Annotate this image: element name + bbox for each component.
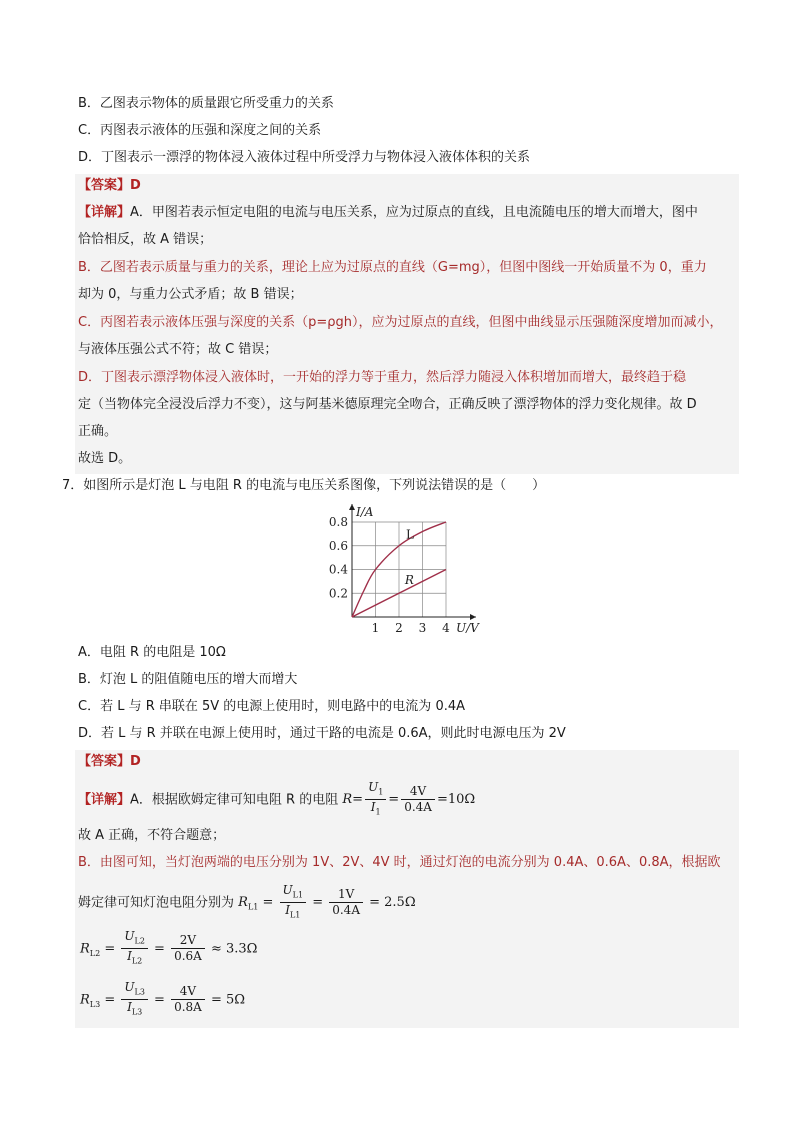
rl1-u: U — [282, 883, 293, 897]
i-symbol: I — [370, 800, 376, 815]
detail-line-8: 定（当物体完全浸没后浮力不变），这与阿基米德原理完全吻合，正确反映了漂浮物体的浮力变化规律。故 D — [78, 397, 697, 412]
rl1-i: I — [285, 903, 290, 918]
option-d-prev: D．丁图表示一漂浮的物体浸入液体过程中所受浮力与物体浸入液体体积的关系 — [78, 150, 531, 165]
x-axis-label: U/V — [456, 621, 479, 635]
formula-r-lhs: R — [342, 792, 353, 808]
detail-line-10: 故选 D。 — [78, 451, 132, 466]
rl3-den: 0.8A — [174, 1000, 202, 1015]
option-b-prev: B．乙图表示物体的质量跟它所受重力的关系 — [78, 96, 334, 111]
formula-rl1: $R_{L1}$ = $\frac{U_{L1}}{I_{L1}}$ = $\frac{1V}{0.4A}$ = 2.5Ω — [238, 895, 415, 910]
option-d-q7: D．若 L 与 R 并联在电源上使用时，通过干路的电流是 0.6A，则此时电源电压为 2V — [78, 726, 566, 741]
rl3-isub: L3 — [131, 1007, 143, 1017]
detail-tag-q7: 【详解】 — [78, 792, 131, 808]
y-tick-label: 0.2 — [328, 586, 348, 601]
y-tick-label: 0.6 — [328, 538, 348, 553]
x-tick-label: 3 — [418, 621, 427, 635]
option-a-q7: A．电阻 R 的电阻是 10Ω — [78, 645, 226, 660]
detail-tag: 【详解】 — [78, 205, 131, 220]
rl2-den: 0.6A — [174, 949, 202, 964]
rl2-lhs: R — [80, 941, 90, 957]
rl1-result: = 2.5Ω — [369, 895, 416, 911]
rl2-lsub: L2 — [89, 948, 101, 958]
frac-rl1-b — [329, 887, 363, 918]
frac-rl1-a — [280, 883, 307, 923]
rl3-lsub: L3 — [89, 999, 101, 1009]
rl3-num: 4V — [171, 984, 205, 1000]
u-symbol: U — [368, 780, 379, 794]
frac-u1-i1 — [365, 780, 386, 820]
series-R-label: R — [404, 572, 414, 587]
detail-line-2: 恰恰相反，故 A 错误； — [78, 232, 213, 247]
iu-chart — [320, 502, 490, 637]
detail-a-line-2: 故 A 正确，不符合题意； — [78, 828, 226, 843]
rl2-result: ≈ 3.3Ω — [210, 941, 258, 957]
series-L-label: L — [406, 527, 415, 542]
detail-a-line — [78, 780, 475, 820]
rl2-i: I — [127, 949, 132, 964]
detail-line-9: 正确。 — [78, 424, 118, 439]
rl1-lsub: L1 — [247, 902, 259, 912]
formula-rl2: $R_{L2}$ = $\frac{U_{L2}}{I_{L2}}$ = $\frac{2V}{0.6A}$ ≈ 3.3Ω — [80, 929, 257, 971]
rl1-num: 1V — [329, 887, 363, 903]
detail-line-1 — [78, 203, 698, 223]
x-tick-label: 1 — [371, 621, 380, 635]
rl1-lhs: R — [238, 895, 248, 911]
rl3-result: = 5Ω — [210, 992, 246, 1008]
rl3-u: U — [124, 980, 135, 994]
detail-a-text: A．根据欧姆定律可知电阻 R 的电阻 — [130, 792, 339, 808]
frac-num: 4V — [401, 784, 435, 800]
x-tick-label: 4 — [442, 621, 450, 635]
y-tick-label: 0.4 — [328, 562, 348, 577]
answer-tag-prev: 【答案】D — [78, 178, 141, 193]
rl2-num: 2V — [171, 933, 205, 949]
detail-b-text: 姆定律可知灯泡电阻分别为 — [78, 895, 235, 911]
x-tick-label: 2 — [395, 621, 403, 635]
x-axis-arrow — [470, 614, 476, 620]
formula-result: =10Ω — [436, 792, 476, 808]
rl1-usub: L1 — [292, 890, 304, 900]
y-axis-label: I/A — [356, 505, 374, 519]
frac-rl2-a — [121, 929, 148, 969]
detail-line-6: 与液体压强公式不符；故 C 错误； — [78, 342, 278, 357]
frac-4v-04a — [401, 784, 435, 815]
rl2-u: U — [124, 929, 135, 943]
frac-rl2-b — [171, 933, 205, 964]
rl3-usub: L3 — [134, 987, 145, 997]
rl2-usub: L2 — [134, 936, 145, 946]
rl1-den: 0.4A — [332, 903, 360, 918]
option-b-q7: B．灯泡 L 的阻值随电压的增大而增大 — [78, 672, 298, 687]
rl3-i: I — [127, 1000, 132, 1015]
option-c-q7: C．若 L 与 R 串联在 5V 的电源上使用时，则电路中的电流为 0.4A — [78, 699, 466, 714]
detail-line-7: D．丁图表示漂浮物体浸入液体时，一开始的浮力等于重力，然后浮力随浸入体积增加而增大，最终趋于稳 — [78, 370, 687, 385]
detail-b-line-1: B．由图可知，当灯泡两端的电压分别为 1V、2V、4V 时，通过灯泡的电流分别为 0.4A、0.6A、0.8A，根据欧 — [78, 855, 721, 870]
detail-line-5: C．丙图若表示液体压强与深度的关系（p=ρgh），应为过原点的直线，但图中曲线显示压强随深度增加而减小， — [78, 315, 723, 330]
frac-den: 0.4A — [404, 800, 432, 815]
question-7-stem: 7．如图所示是灯泡 L 与电阻 R 的电流与电压关系图像，下列说法错误的是（ ） — [62, 478, 546, 493]
detail-text: A．甲图若表示恒定电阻的电流与电压关系，应为过原点的直线，且电流随电压的增大而增大，图中 — [130, 205, 698, 220]
detail-line-4: 却为 0，与重力公式矛盾；故 B 错误； — [78, 287, 303, 302]
frac-rl3-b — [171, 984, 205, 1015]
formula-rl3: $R_{L3}$ = $\frac{U_{L3}}{I_{L3}}$ = $\frac{4V}{0.8A}$ = 5Ω — [80, 980, 245, 1022]
i-sub: 1 — [375, 807, 381, 817]
formula-r: R= $\frac{U_1}{I_1}$ = $\frac{4V}{0.4A}$ =10Ω — [342, 792, 475, 807]
rl1-isub: L1 — [289, 910, 301, 920]
rl3-lhs: R — [80, 992, 90, 1008]
frac-rl3-a — [121, 980, 148, 1020]
u-sub: 1 — [378, 787, 384, 797]
y-axis-arrow — [349, 504, 355, 510]
detail-b-line-2 — [78, 883, 416, 925]
answer-tag-q7: 【答案】D — [78, 754, 141, 769]
detail-line-3: B．乙图若表示质量与重力的关系，理论上应为过原点的直线（G=mg），但图中图线一开始质量不为 0，重力 — [78, 260, 707, 275]
rl2-isub: L2 — [131, 956, 143, 966]
option-c-prev: C．丙图表示液体的压强和深度之间的关系 — [78, 123, 322, 138]
y-tick-label: 0.8 — [328, 515, 348, 529]
